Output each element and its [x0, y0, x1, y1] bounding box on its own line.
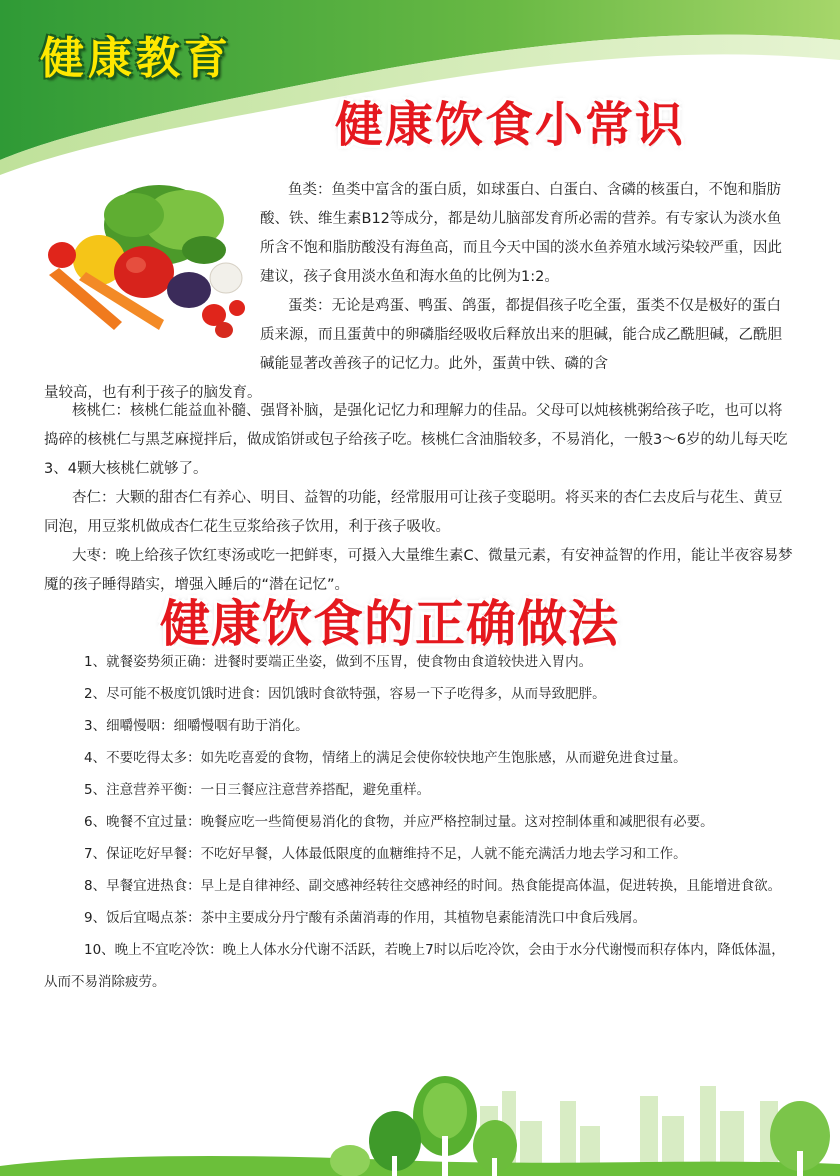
footer-trees-illustration	[0, 1066, 840, 1176]
list-item: 2、尽可能不极度饥饿时进食：因饥饿时食欲特强，容易一下子吃得多，从而导致肥胖。	[84, 686, 606, 702]
page-title: 健康饮食小常识	[335, 97, 686, 153]
header-badge-title: 健康教育	[40, 33, 232, 84]
section-title: 健康饮食的正确做法	[160, 595, 619, 653]
walnut-paragraph: 核桃仁：核桃仁能益血补髓、强肾补脑，是强化记忆力和理解力的佳品。父母可以炖核桃粥给孩子吃，也可以将捣碎的核桃仁与黑芝麻搅拌后，做成馅饼或包子给孩子吃。核桃仁含油脂较多，不易消化，一般3～6岁的幼儿每天吃3、4颗大核桃仁就够了。	[44, 403, 788, 477]
list-item: 10、晚上不宜吃冷饮：晚上人体水分代谢不活跃，若晚上7时以后吃冷饮，会由于水分代谢慢而积存体内，降低体温，从而不易消除疲劳。	[44, 942, 785, 990]
list-item: 7、保证吃好早餐：不吃好早餐，人体最低限度的血糖维持不足，人就不能充满活力地去学习和工作。	[84, 846, 687, 862]
list-item: 6、晚餐不宜过量：晚餐应吃一些简便易消化的食物，并应严格控制过量。这对控制体重和减肥很有必要。	[84, 814, 714, 830]
list-item: 9、饭后宜喝点茶：茶中主要成分丹宁酸有杀菌消毒的作用，其植物皂素能清洗口中食后残屑。	[84, 910, 647, 926]
egg-paragraph-tail: 量较高，也有利于孩子的脑发育。	[44, 385, 262, 401]
egg-paragraph: 蛋类：无论是鸡蛋、鸭蛋、鸽蛋，都提倡孩子吃全蛋，蛋类不仅是极好的蛋白质来源，而且蛋黄中的卵磷脂经吸收后释放出来的胆碱，能合成乙酰胆碱，乙酰胆碱能显著改善孩子的记忆力。此外，蛋黄中铁、磷的含	[260, 298, 782, 372]
tips-list	[44, 646, 795, 998]
list-item: 5、注意营养平衡：一日三餐应注意营养搭配，避免重样。	[84, 782, 431, 798]
list-item: 1、就餐姿势须正确：进餐时要端正坐姿，做到不压胃，使食物由食道较快进入胃内。	[84, 654, 593, 670]
list-item: 3、细嚼慢咽：细嚼慢咽有助于消化。	[84, 718, 309, 734]
dates-paragraph: 大枣：晚上给孩子饮红枣汤或吃一把鲜枣，可摄入大量维生素C、微量元素，有安神益智的作用，能让半夜容易梦魇的孩子睡得踏实，增强入睡后的“潜在记忆”。	[44, 548, 793, 593]
fish-paragraph: 鱼类：鱼类中富含的蛋白质，如球蛋白、白蛋白、含磷的核蛋白，不饱和脂肪酸、铁、维生素B12等成分，都是幼儿脑部发育所必需的营养。有专家认为淡水鱼所含不饱和脂肪酸没有海鱼高，而且今天中国的淡水鱼养殖水域污染较严重，因此建议，孩子食用淡水鱼和海水鱼的比例为1:2。	[260, 182, 782, 285]
almond-paragraph: 杏仁：大颗的甜杏仁有养心、明目、益智的功能，经常服用可让孩子变聪明。将买来的杏仁去皮后与花生、黄豆同泡，用豆浆机做成杏仁花生豆浆给孩子饮用，利于孩子吸收。	[44, 490, 783, 535]
list-item: 4、不要吃得太多：如先吃喜爱的食物，情绪上的满足会使你较快地产生饱胀感，从而避免进食过量。	[84, 750, 687, 766]
vegetables-image	[44, 180, 250, 342]
list-item: 8、早餐宜进热食：早上是自律神经、副交感神经转往交感神经的时间。热食能提高体温，促进转换，且能增进食欲。	[84, 878, 782, 894]
